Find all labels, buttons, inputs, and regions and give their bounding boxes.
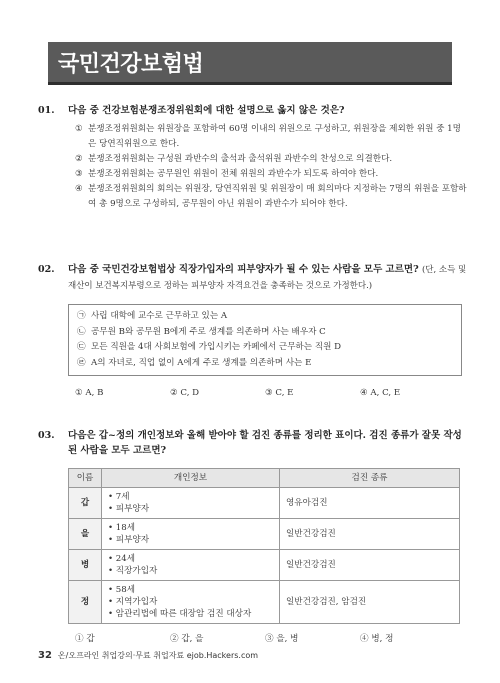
exam-table (68, 468, 460, 624)
col-name: 이름 (69, 469, 102, 488)
question-number: 03. (38, 430, 55, 441)
choice-3[interactable]: ③ 을, 병 (265, 634, 299, 644)
question-number: 02. (38, 264, 55, 275)
chapter-title: 국민건강보험법 (58, 52, 204, 77)
question-note: (단, 소득 및 재산이 보건복지부령으로 정하는 피부양자 자격요건을 충족하는 것으로 가정한다.) (68, 265, 467, 291)
row-name: 병 (69, 550, 102, 581)
row-name: 갑 (69, 488, 102, 519)
row-exam: 일반건강검진 (280, 550, 460, 581)
chapter-banner (48, 42, 452, 85)
choice-2[interactable]: ② 갑, 을 (170, 634, 204, 644)
table-row (69, 519, 460, 550)
condition-item: ㉡ 공무원 B와 공무원 B에게 주로 생계를 의존하며 사는 배우자 C (77, 326, 326, 337)
row-info: • 7세 • 피부양자 (102, 488, 280, 519)
question-text: 다음 중 건강보험분쟁조정위원회에 대한 설명으로 옳지 않은 것은? (68, 105, 345, 116)
choice-4[interactable]: ④ 병, 정 (360, 634, 394, 644)
row-info: • 24세 • 직장가입자 (102, 550, 280, 581)
choice-1[interactable]: ① 갑 (75, 634, 95, 644)
choice-3[interactable]: ③ C, E (265, 388, 294, 398)
row-info: • 58세 • 지역가입자 • 암관리법에 따른 대장암 검진 대상자 (102, 581, 280, 624)
table-header-row (69, 469, 460, 488)
choice-2[interactable]: ② C, D (170, 388, 200, 398)
row-exam: 일반건강검진, 암검진 (280, 581, 460, 624)
page-footer (38, 650, 258, 661)
answer-choices (75, 632, 468, 647)
option-2[interactable]: ② 분쟁조정위원회는 구성원 과반수의 출석과 출석위원 과반수의 찬성으로 의결한다. (75, 154, 393, 164)
question-3 (38, 428, 468, 647)
answer-choices (75, 386, 468, 401)
col-exam: 검진 종류 (280, 469, 460, 488)
option-4[interactable]: ④ 분쟁조정위원회의 회의는 위원장, 당연직위원 및 위원장이 매 회의마다 지정하는 7명의 위원을 포함하여 총 9명으로 구성하되, 공무원이 아닌 위원이 과반수가 되어야 한다. (75, 184, 467, 209)
footer-text: 온/오프라인 취업강의·무료 취업자료 ejob.Hackers.com (57, 651, 259, 660)
question-2 (38, 262, 468, 401)
question-number: 01. (38, 105, 55, 116)
row-exam: 영유아검진 (280, 488, 460, 519)
question-1 (38, 103, 468, 212)
option-1[interactable]: ① 분쟁조정위원회는 위원장을 포함하여 60명 이내의 위원으로 구성하고, 위원장을 제외한 위원 중 1명은 당연직위원으로 한다. (75, 124, 461, 149)
table-row (69, 581, 460, 624)
col-info: 개인정보 (102, 469, 280, 488)
row-name: 정 (69, 581, 102, 624)
page-number: 32 (38, 650, 52, 661)
row-exam: 일반건강검진 (280, 519, 460, 550)
choice-1[interactable]: ① A, B (75, 388, 104, 398)
condition-item: ㉢ 모든 직원을 4대 사회보험에 가입시키는 카페에서 근무하는 직원 D (77, 342, 342, 352)
table-row (69, 488, 460, 519)
option-list (75, 122, 468, 212)
row-name: 을 (69, 519, 102, 550)
table-row (69, 550, 460, 581)
question-text: 다음 중 국민건강보험법상 직장가입자의 피부양자가 될 수 있는 사람을 모두 고르면? (단, 소득 및 재산이 보건복지부령으로 정하는 피부양자 자격요건을 충족하는 것으로 가정한다.) (68, 264, 467, 291)
condition-item: ㉣ A의 자녀로, 직업 없이 A에게 주로 생계를 의존하며 사는 E (77, 357, 312, 368)
condition-box (68, 304, 462, 376)
option-3[interactable]: ③ 분쟁조정위원회는 공무원인 위원이 전체 위원의 과반수가 되도록 하여야 한다. (75, 169, 379, 179)
choice-4[interactable]: ④ A, C, E (360, 388, 401, 398)
row-info: • 18세 • 피부양자 (102, 519, 280, 550)
question-text: 다음은 갑~정의 개인정보와 올해 받아야 할 검진 종류를 정리한 표이다. 검진 종류가 잘못 작성된 사람을 모두 고르면? (68, 430, 462, 456)
condition-item: ㉠ 사립 대학에 교수로 근무하고 있는 A (77, 311, 228, 321)
